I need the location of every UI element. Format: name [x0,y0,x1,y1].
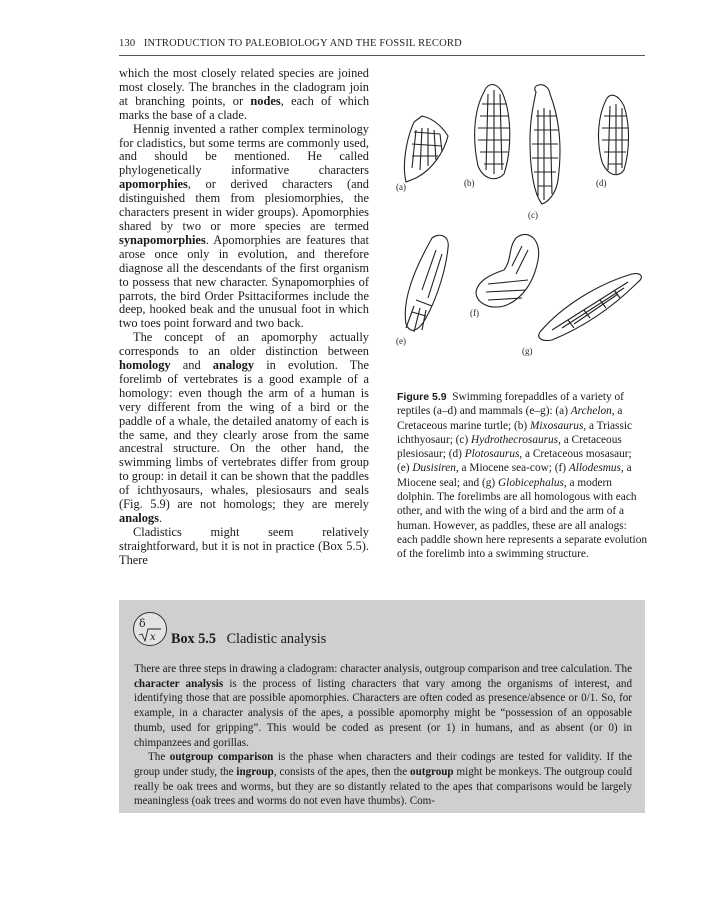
paddle-a-turtle [396,116,448,192]
term-nodes: nodes [250,93,281,108]
svg-text:δ: δ [139,617,146,630]
box-heading: Cladistic analysis [226,631,327,647]
header-rule [119,55,645,56]
figure-5-9 [392,70,652,370]
box-paragraph-1: There are three steps in drawing a cladogram: character analysis, outgroup comparison and tree calculation. The character analysis is the process of listing characters that vary among the organisms of interest, and identifying those that are possible apomorphies. Characters are often coded as presence/absence or 0/1. So, for example, in a character analysis of the apes, a possible apomorphy might be “possession of an opposable thumb, used for gripping”. This would be coded as present (or 1) in humans, and as absent (or 0) in chimpanzees and gorillas. [134,663,632,749]
paddle-g-dolphin [522,274,641,356]
box-number: Box 5.5 [171,631,216,647]
figure-caption: Figure 5.9 Swimming forepaddles of a variety of reptiles (a–d) and mammals (e–g): (a) Archelon, a Cretaceous marine turtle; (b) Mixosaurus, a Triassic ichthyosaur; (c) Hydrothecrosaurus, a Cretaceous plesiosaur; (d) Plotosaurus, a Cretaceous mosasaur; (e) Dusisiren, a Miocene sea-cow; (f) Allodesmus, a Miocene seal; and (g) Globicephalus, a modern dolphin. The forelimbs are all homologous with each other, and with the wing of a bird and the arm of a human. However, as paddles, these are all analogs: each paddle shown here represents a separate evolution of the forelimb into a swimming structure. [397,391,647,561]
delta-root-x-icon [134,613,166,645]
term-ingroup: ingroup [236,765,274,778]
label-f: (f) [470,308,479,318]
svg-text:x: x [150,632,156,643]
box-title [171,631,326,648]
body-paragraph-1: which the most closely related species are joined most closely. The branches in the cladogram join at branching points, or nodes, each of which marks the base of a clade. [119,66,370,122]
paddle-b-ichthyosaur [464,85,510,189]
math-box-icon [133,612,167,646]
term-analogs: analogs [119,511,159,525]
paddle-e-seacow [396,235,448,346]
running-header [119,38,645,49]
body-text-column [119,67,369,568]
label-b: (b) [464,178,475,188]
term-outgroup: outgroup [410,765,454,778]
running-title: INTRODUCTION TO PALEOBIOLOGY AND THE FOSSIL RECORD [143,38,462,49]
term-apomorphies: apomorphies [119,177,188,192]
box-body [134,662,632,809]
paddle-f-seal [470,234,539,318]
page-number: 130 [119,38,136,49]
label-a: (a) [396,182,406,192]
label-e: (e) [396,336,406,346]
paddle-illustrations [392,70,652,370]
term-analogy: analogy [212,358,255,373]
term-homology: homology [119,358,171,373]
term-outgroup-comparison: outgroup comparison [169,751,274,764]
box-paragraph-2: The outgroup comparison is the phase when characters and their codings are tested for validity. If the group under study, the ingroup, consists of the apes, then the outgroup might be monkeys. The outgroup could really be oak trees and worms, but they are so distantly related to the apes that comparisons would be largely meaningless (oak trees and worms do not even have thumbs). Com- [134,751,632,808]
body-paragraph-4: Cladistics might seem relatively straightforward, but it is not in practice (Box 5.5). There [119,524,369,567]
label-d: (d) [596,178,607,188]
body-paragraph-3: The concept of an apomorphy actually corresponds to an older distinction between homology and analogy in evolution. The forelimb of vertebrates is a good example of a homology: even though the arm of a human is very different from the wing of a bird or the paddle of a whale, the detailed anatomy of each is the same, and they clearly arose from the same ancestral structure. On the other hand, the swimming limbs of vertebrates differ from group to group: in detail it can be shown that the paddles of ichthyosaurs, whales, plesiosaurs and seals (Fig. 5.9) are not homologs; they are merely analogs. [119,330,369,525]
paddle-c-plesiosaur [528,85,560,220]
figure-label: Figure 5.9 [397,391,447,403]
term-character-analysis: character analysis [134,677,224,690]
term-synapomorphies: synapomorphies [119,232,206,247]
label-g: (g) [522,346,533,356]
paddle-d-mosasaur [596,95,629,188]
label-c: (c) [528,210,538,220]
body-paragraph-2: Hennig invented a rather complex terminology for cladistics, but some terms are commonly used, and should be mentioned. He called phylogenetically informative characters apomorphies, or derived characters (and distinguished them from plesiomorphies, the characters present in wider groups). Apomorphies shared by two or more species are termed synapomorphies. Apomorphies are features that arose once only in evolution, and therefore diagnose all the descendants of the first organism to possess that new character. Synapomorphies of parrots, the bird Order Psittaciformes include the deep, hooked beak and the unusual foot in which two toes point forward and two back. [119,121,369,331]
